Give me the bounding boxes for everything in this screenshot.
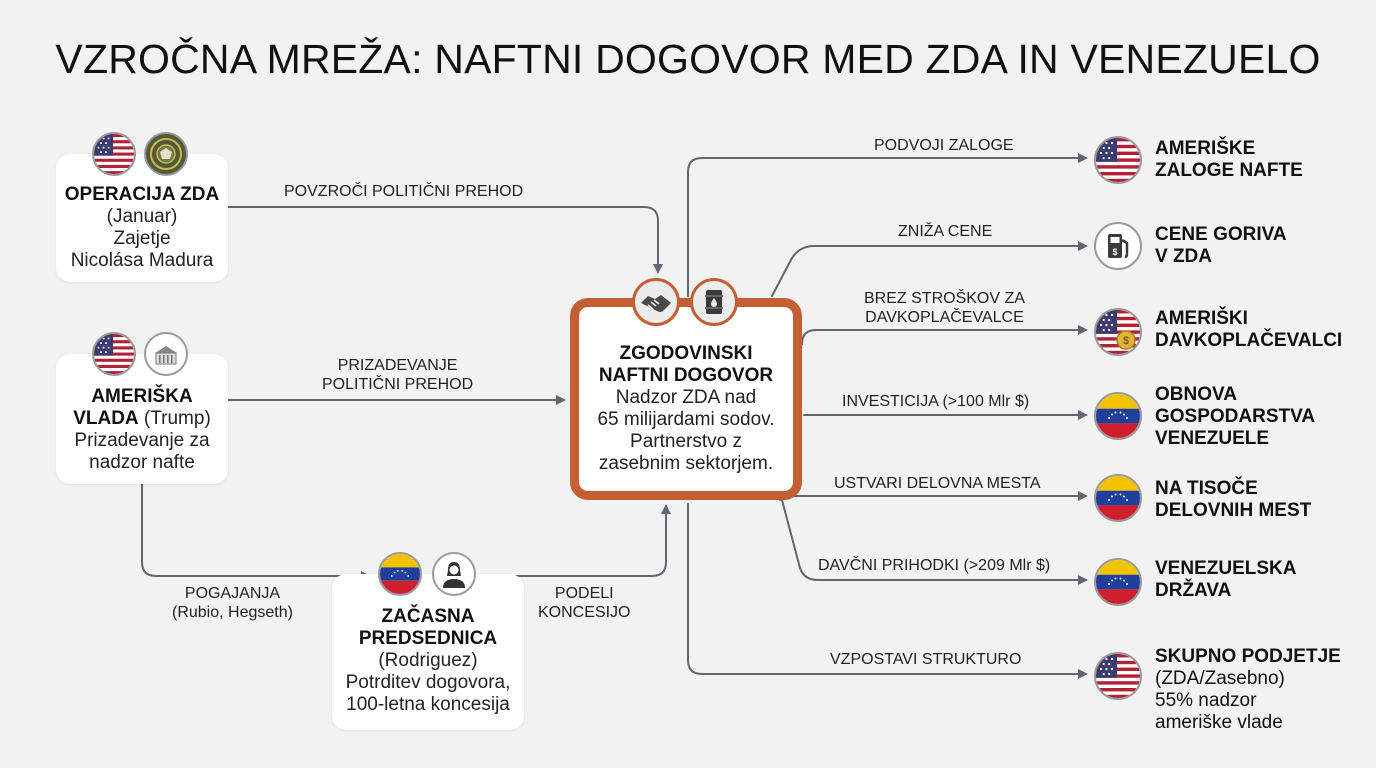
arrow-out-structure — [688, 504, 1086, 674]
label-government: PRIZADEVANJE POLITIČNI PREHOD — [322, 357, 474, 393]
label-outcome-fuel: ZNIŽA CENE — [898, 223, 993, 240]
outcome-fuel-prices: CENE GORIVA V ZDA — [1155, 224, 1287, 267]
label-outcome-structure: VZPOSTAVI STRUKTURO — [830, 651, 1022, 668]
outcome-venezuela-state: VENEZUELSKA DRŽAVA — [1155, 558, 1297, 601]
card-subtitle: (Januar) — [106, 206, 178, 227]
label-concession: PODELI KONCESIJO — [538, 585, 631, 621]
us-flag-icon — [92, 332, 136, 376]
army-seal-icon — [144, 132, 188, 176]
outcome-us-taxpayers: AMERIŠKI DAVKOPLAČEVALCI — [1155, 308, 1343, 351]
label-outcome-reserves: PODVOJI ZALOGE — [874, 137, 1014, 154]
woman-avatar-icon — [432, 552, 476, 596]
card-desc: Zajetje — [113, 228, 171, 249]
card-desc: Nicolása Madura — [70, 250, 214, 271]
handshake-icon — [632, 278, 680, 326]
outcome-us-reserves: AMERIŠKE ZALOGE NAFTE — [1155, 138, 1303, 181]
oil-barrel-icon — [690, 278, 738, 326]
outcome-jobs: NA TISOČE DELOVNIH MEST — [1155, 478, 1312, 521]
card-us-government: AMERIŠKA VLADA (Trump) Prizadevanje za nadzor nafte — [56, 354, 228, 484]
card-interim-president: ZAČASNA PREDSEDNICA (Rodriguez) Potrditev dogovora, 100-letna koncesija — [332, 574, 524, 730]
outcome-venezuela-economy: OBNOVA GOSPODARSTVA VENEZUELE — [1155, 384, 1316, 449]
svg-text:$: $ — [1112, 247, 1118, 257]
card-desc: nadzor nafte — [89, 452, 195, 473]
label-operation: POVZROČI POLITIČNI PREHOD — [284, 183, 524, 200]
hub-oil-deal: ZGODOVINSKI NAFTNI DOGOVOR Nadzor ZDA nad 65 milijardami sodov. Partnerstvo z zasebnim sektorjem. — [570, 298, 802, 500]
arrow-operation-to-hub — [228, 207, 658, 272]
venezuela-flag-icon — [1094, 392, 1142, 440]
page-title: VZROČNA MREŽA: NAFTNI DOGOVOR MED ZDA IN VENEZUELO — [55, 36, 1321, 82]
label-outcome-taxpayers: BREZ STROŠKOV ZA DAVKOPLAČEVALCE — [864, 290, 1025, 326]
card-desc: Prizadevanje za — [74, 430, 210, 451]
label-outcome-jobs: USTVARI DELOVNA MESTA — [834, 475, 1041, 492]
label-outcome-state: DAVČNI PRIHODKI (>209 Mlr $) — [818, 557, 1051, 574]
arrow-out-taxpayers — [802, 330, 1086, 344]
arrow-negotiation — [142, 484, 369, 576]
label-outcome-investment: INVESTICIJA (>100 Mlr $) — [842, 393, 1030, 410]
svg-text:$: $ — [1122, 335, 1130, 347]
arrow-out-reserves — [688, 158, 1086, 296]
card-us-operation — [56, 154, 228, 282]
fuel-pump-icon — [1094, 222, 1142, 270]
white-house-icon — [144, 332, 188, 376]
us-flag-coin-icon — [1094, 308, 1142, 356]
venezuela-flag-icon — [378, 552, 422, 596]
arrow-concession — [480, 506, 666, 576]
outcome-joint-venture: SKUPNO PODJETJE (ZDA/Zasebno) 55% nadzor ameriške vlade — [1155, 646, 1341, 733]
us-flag-icon — [92, 132, 136, 176]
label-negotiation: POGAJANJA (Rubio, Hegseth) — [172, 585, 293, 621]
card-title: OPERACIJA ZDA — [64, 184, 220, 205]
us-flag-icon — [1094, 136, 1142, 184]
us-flag-icon — [1094, 652, 1142, 700]
venezuela-flag-icon — [1094, 474, 1142, 522]
venezuela-flag-icon — [1094, 558, 1142, 606]
